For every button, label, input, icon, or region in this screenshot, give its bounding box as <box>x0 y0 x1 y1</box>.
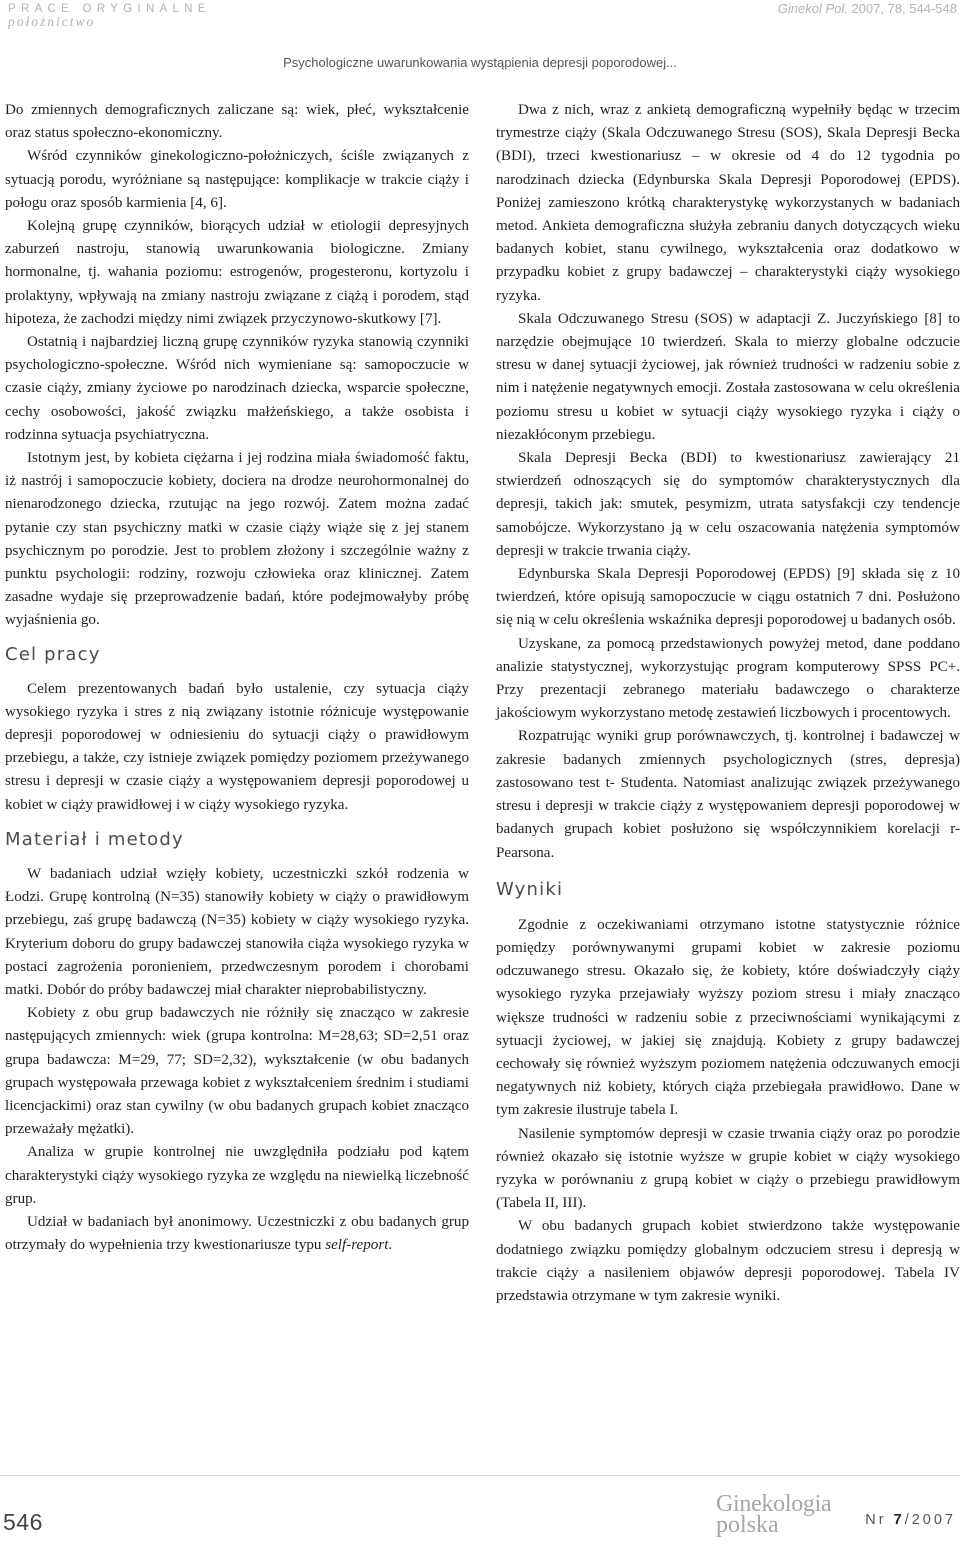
paragraph: Zgodnie z oczekiwaniami otrzymano istotne statystycznie różnice pomiędzy porównywanymi grupami kobiet w zakresie poziomu odczuwanego stresu. Okazało się, że kobiety, które doświadczyły ciąży wysokiego ryzyka przejawiały wyższy poziom stresu i miały znacząco większe trudności w radzeniu sobie z przeciwnościami wynikającymi z sytuacji życiowej, w jakiej się znajdują. Kobiety z grupy badawczej cechowały się również wyższym poziomem natężenia odczuwanych emocji negatywnych niż kobiety, których ciąża przebiegała prawidłowo. Dane w tym zakresie ilustruje tabela I. <box>496 916 960 1119</box>
section-heading-results: Wyniki <box>496 878 564 900</box>
footer-divider <box>0 1475 960 1476</box>
paragraph: Skala Odczuwanego Stresu (SOS) w adaptacji Z. Juczyńskiego [8] to narzędzie obejmujące 10 twierdzeń. Skala to mierzy globalne odczucie stresu w danej sytuacji życiowej, jak również trudności w radzeniu sobie z nim i natężenie negatywnych emocji. Została zastosowana w celu określenia poziomu stresu u kobiet w sytuacji ciąży wysokiego ryzyka i ciąży o niezakłóconym przebiegu. <box>496 310 960 443</box>
paragraph-end: . <box>388 1237 393 1254</box>
paragraph: Kobiety z obu grup badawczych nie różniły się znacząco w zakresie następujących zmiennych: wiek (grupa kontrolna: M=28,63; SD=2,51 oraz grupa badawcza: M=29, 77; SD=2,32), wykształcenie (w obu badanych grupach występowała przewaga kobiet z wykształceniem średnim i studiami licencjackimi) oraz stan cywilny (w obu badanych grupach kobiet znacząco przeważały mężatki). <box>5 1005 469 1138</box>
paragraph: Analiza w grupie kontrolnej nie uwzględniła podziału pod kątem charakterystyki ciąży wysokiego ryzyka ze względu na niewielką liczebność grup. <box>5 1144 469 1207</box>
logo-line-2: polska <box>716 1512 779 1538</box>
issue-number <box>865 1510 956 1530</box>
paragraph: Istotnym jest, by kobieta ciężarna i jej rodzina miała świadomość faktu, iż nastrój i samopoczucie kobiety, dociera na drodze neurohormonalnej do nienarodzonego dziecka, rzutując na jego rozwój. Zatem można zadać pytanie czy stan psychiczny matki w czasie ciąży wiąże się z jej stanem psychicznym po porodzie. Jest to problem złożony i szczególnie ważny z punktu psychologii: rodziny, rozwoju człowieka oraz klinicznej. Zatem zasadne wydaje się przeprowadzenie badań, które podejmowałyby próbę wyjaśnienia go. <box>5 450 469 629</box>
paragraph: Dwa z nich, wraz z ankietą demograficzną wypełniły będąc w trzecim trymestrze ciąży (Skala Odczuwanego Stresu (SOS), Skala Depresji Becka (BDI), trzeci kwestionariusz – w okresie od 4 do 12 tygodnia po narodzinach dziecka (Edynburska Skala Depresji Poporodowej (EPDS). Poniżej zamieszono krótką charakterystykę wykorzystanych w badaniach metod. Ankieta demograficzna służyła zebraniu danych dotyczących wieku badanych kobiet, stanu cywilnego, wykształcenia oraz dodatkowo w przypadku kobiet z grupy badawczej – charakterystyki ciąży wysokiego ryzyka. <box>496 102 960 304</box>
paragraph: Uzyskane, za pomocą przedstawionych powyżej metod, dane poddano analizie statystycznej, wykorzystując program komputerowy SPSS PC+. Przy prezentacji zebranego materiału badawczego o charakterze jakościowym wykorzystano metodę zestawień liczbowych i procentowych. <box>496 635 960 722</box>
paragraph: Kolejną grupę czynników, biorących udział w etiologii depresyjnych zaburzeń nastroju, stanowią uwarunkowania biologiczne. Zmiany hormonalne, tj. wahania poziomu: estrogenów, progesteronu, kortyzolu i prolaktyny, wpływają na zmiany nastroju związane z ciążą i porodem, stąd hipoteza, że zachodzi między nimi związek przyczynowo-skutkowy [7]. <box>5 218 469 327</box>
paragraph: Celem prezentowanych badań było ustalenie, czy sytuacja ciąży wysokiego ryzyka i stres z nią związany istotnie różnicuje występowanie depresji poporodowej w odniesieniu do sytuacji ciąży o prawidłowym przebiegu, a także, czy istnieje związek pomiędzy poziomem przeżywanego stresu i depresji w czasie ciąży a występowaniem depresji poporodowej u kobiet w ciąży prawidłowej i w ciąży wysokiego ryzyka. <box>5 680 469 813</box>
paragraph: Ostatnią i najbardziej liczną grupę czynników ryzyka stanowią czynniki psychologiczno-społeczne. Wśród nich wymieniane są: samopoczucie w czasie ciąży, zmiany życiowe po narodzinach dziecka, wsparcie społeczne, cechy osobowości, jakość związku małżeńskiego, a także osobista i rodzinna sytuacja psychiatryczna. <box>5 334 469 443</box>
paragraph: Rozpatrując wyniki grup porównawczych, tj. kontrolnej i badawczej w zakresie badanych zmiennych psychologicznych (stres, depresja) zastosowano test t- Studenta. Natomiast analizując związek przeżywanego stresu i depresji w trakcie ciąży z występowaniem depresji poporodowej w badanych grupach kobiet posłużono się współczynnikiem korelacji r-Pearsona. <box>496 728 960 861</box>
issue-prefix: Nr <box>865 1512 894 1528</box>
journal-logo <box>716 1491 866 1538</box>
paragraph: Skala Depresji Becka (BDI) to kwestionariusz zawierający 21 stwierdzeń odnoszących się do symptomów charakterystycznych dla depresji, takich jak: smutek, pesymizm, utrata satysfakcji czy tendencje samobójcze. Wykorzystano ją w celu oszacowania natężenia symptomów depresji w trakcie trwania ciąży. <box>496 450 960 559</box>
section-label: PRACE ORYGINALNE <box>8 3 211 15</box>
journal-name: Ginekol Pol. <box>777 1 848 16</box>
section-heading-methods: Materiał i metody <box>5 828 184 850</box>
page-number: 546 <box>3 1509 43 1535</box>
issue-number-value: 7 <box>893 1512 905 1528</box>
paragraph: Nasilenie symptomów depresji w czasie trwania ciąży oraz po porodzie również okazało się istotnie wyższe w grupie kobiet w ciąży wysokiego ryzyka w porównaniu z grupą kobiet w ciąży o przebiegu prawidłowym (Tabela II, III). <box>496 1125 960 1212</box>
paragraph: Do zmiennych demograficznych zaliczane są: wiek, płeć, wykształcenie oraz status społeczno-ekonomiczny. <box>5 102 469 142</box>
left-column <box>5 99 469 1257</box>
journal-citation <box>778 1 957 17</box>
section-heading-aim: Cel pracy <box>5 643 101 665</box>
paragraph <box>5 1211 469 1257</box>
paragraph-text: Udział w badaniach był anonimowy. Uczestniczki z obu badanych grup otrzymały do wypełnienia trzy kwestionariusze typu <box>5 1213 469 1254</box>
paragraph: W obu badanych grupach kobiet stwierdzono także występowanie dodatniego związku pomiędzy globalnym odczuciem stresu i depresją w trakcie ciąży a nasileniem objawów depresji poporodowej. Tabela IV przedstawia otrzymane w tym zakresie wyniki. <box>496 1218 960 1304</box>
running-title: Psychologiczne uwarunkowania wystąpienia depresji poporodowej... <box>283 55 677 70</box>
paragraph: Edynburska Skala Depresji Poporodowej (EPDS) [9] składa się z 10 twierdzeń, które opisują samopoczucie w ciągu ostatnich 7 dni. Posłużono się nią w celu określenia wskaźnika depresji poporodowej u badanych osób. <box>496 566 960 629</box>
italic-term: self-report <box>325 1237 389 1254</box>
right-column <box>496 99 960 1308</box>
issue-year: /2007 <box>904 1512 956 1528</box>
paragraph: Wśród czynników ginekologiczno-położniczych, ściśle związanych z sytuacją porodu, wyróżniane są następujące: komplikacje w trakcie ciąży i połogu oraz sposób karmienia [4, 6]. <box>5 148 469 211</box>
section-subtitle: położnictwo <box>8 14 96 29</box>
paragraph: W badaniach udział wzięły kobiety, uczestniczki szkół rodzenia w Łodzi. Grupę kontrolną (N=35) stanowiły kobiety w ciąży o prawidłowym przebiegu, zaś grupę badawczą (N=35) kobiety w ciąży wysokiego ryzyka. Kryterium doboru do grupy badawczej stanowiła ciąża wysokiego ryzyka w postaci zagrożenia poronieniem, przedwczesnym porodem i chorobami matki. Dobór do próby badawczej miał charakter nieprobabilistyczny. <box>5 865 469 998</box>
logo-line-1: Ginekologia <box>716 1491 832 1517</box>
citation-details: 2007, 78, 544-548 <box>847 1 957 16</box>
